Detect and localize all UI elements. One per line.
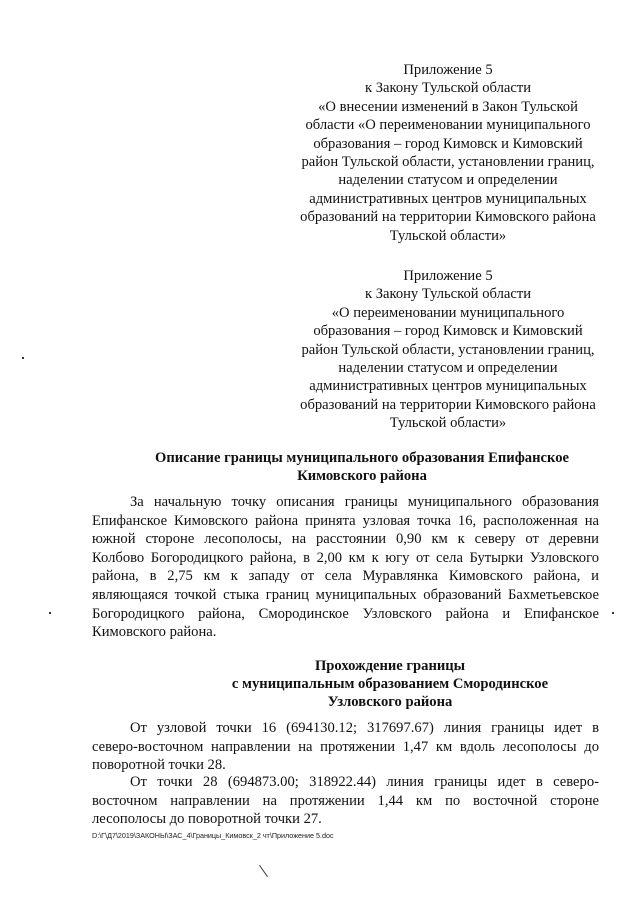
appendix-line: Приложение 5 — [403, 268, 493, 284]
appendix-line: административных центров муниципальных — [309, 190, 587, 207]
paragraph-line: От точки 28 (694873.00; 318922.44) линия границы идет в северо- — [130, 774, 599, 790]
paragraph-line: Богородицкого района, Смородинское Узловского района и Епифанское — [92, 605, 599, 622]
section-subheading — [150, 657, 630, 712]
appendix-header-original — [298, 267, 598, 433]
heading-line: Кимовского района — [297, 468, 427, 485]
appendix-line: Тульской области» — [389, 415, 507, 432]
appendix-line: образования – город Кимовск и Кимовский — [313, 135, 583, 152]
paragraph-line: северо-восточном направлении на протяжении 1,47 км вдоль лесополосы до — [92, 738, 599, 755]
appendix-line: район Тульской области, установлении границ, — [301, 341, 595, 358]
paragraph-line: лесополосы до поворотной точки 27. — [92, 811, 322, 828]
appendix-line: образований на территории Кимовского района — [300, 396, 596, 413]
boundary-paragraph-point-28 — [92, 773, 599, 829]
subheading-line: Узловского района — [327, 694, 453, 711]
paragraph-line: района, в 2,75 км к западу от села Муравлянка Кимовского района, и — [92, 568, 599, 585]
paragraph-line: Кимовского района. — [92, 624, 217, 641]
appendix-line: к Закону Тульской области — [364, 80, 532, 97]
paragraph-line: поворотной точки 28. — [92, 757, 226, 774]
subheading-line: с муниципальным образованием Смородинское — [231, 676, 549, 693]
appendix-line: «О внесении изменений в Закон Тульской — [318, 98, 578, 115]
scan-speck — [49, 612, 51, 614]
appendix-header-amended — [298, 61, 598, 245]
file-path-footer: D:\Г\Д7\2019\ЗАКОНЫ\ЗАС_4\Границы_Кимовск_2 чт\Приложение 5.doc — [92, 831, 334, 840]
paragraph-line: Епифанское Кимовского района принята узловая точка 16, расположенная на — [92, 512, 599, 529]
appendix-line: области «О переименовании муниципального — [305, 117, 591, 134]
paragraph-line: являющаяся точкой стыка границ муниципальных образований Бахметьевское — [92, 586, 599, 603]
appendix-line: к Закону Тульской области — [364, 286, 532, 303]
paragraph-line: За начальную точку описания границы муниципального образования — [130, 494, 599, 510]
appendix-line: район Тульской области, установлении границ, — [301, 154, 595, 171]
appendix-line: образования – город Кимовск и Кимовский — [313, 323, 583, 340]
boundary-paragraph-point-16 — [92, 719, 599, 775]
paragraph-line: Колбово Богородицкого района, в 2,00 км к югу от села Бутырки Узловского — [92, 549, 599, 566]
appendix-line: «О переименовании муниципального — [331, 304, 565, 321]
document-heading — [112, 449, 612, 485]
subheading-line: Прохождение границы — [314, 658, 466, 674]
appendix-line: административных центров муниципальных — [309, 378, 587, 395]
appendix-line: Тульской области» — [389, 227, 507, 244]
appendix-line: наделении статусом и определении — [338, 172, 558, 189]
scan-speck — [22, 357, 24, 359]
paragraph-line: южной стороне лесополосы, на расстоянии 0,90 км к северу от деревни — [92, 531, 599, 548]
paragraph-line: От узловой точки 16 (694130.12; 317697.67) линия границы идет в — [130, 720, 599, 736]
intro-paragraph — [92, 493, 599, 642]
scan-speck — [612, 612, 614, 614]
appendix-line: образований на территории Кимовского района — [300, 209, 596, 226]
appendix-line: наделении статусом и определении — [338, 360, 558, 377]
heading-line: Описание границы муниципального образования Епифанское — [155, 450, 569, 466]
appendix-line: Приложение 5 — [403, 62, 493, 78]
scan-mark — [259, 865, 268, 877]
paragraph-line: восточном направлении на протяжении 1,44 км по восточной стороне — [92, 792, 599, 809]
